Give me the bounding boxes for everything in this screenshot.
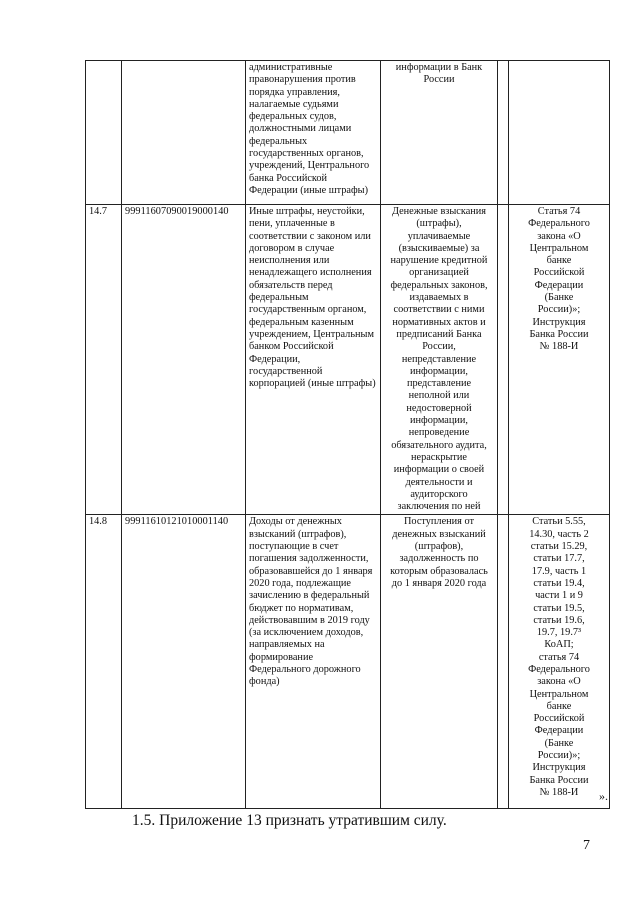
description-line: непроведение (408, 427, 470, 439)
budget-code-cell: 99911610121010001140 (122, 515, 246, 809)
legal-basis-line: 17.9, часть 1 (531, 565, 587, 577)
legal-basis-line: № 188-И (539, 341, 579, 353)
income-name-line: государственной (249, 365, 323, 377)
legal-basis-line: Российской (533, 713, 585, 725)
income-name-cell (246, 205, 381, 515)
income-name-line: направляемых на (249, 639, 325, 651)
description-line: федеральных законов, (390, 279, 488, 291)
legal-basis-line: Федерального (528, 218, 590, 230)
description-line: России, (422, 341, 456, 353)
row-number-cell: 14.8 (86, 515, 122, 809)
description-line: нарушение кредитной (390, 255, 488, 267)
income-name-line: федеральных судов, (249, 111, 337, 123)
legal-basis-line: Банка России (529, 774, 589, 786)
legal-basis-line: (Банке (544, 737, 574, 749)
legal-basis-line: 19.7, 19.7³ (536, 627, 582, 639)
legal-basis-line: 14.30, часть 2 (529, 528, 589, 540)
income-name-line: формирование (249, 651, 314, 663)
description-line: Поступления от (404, 516, 474, 528)
legal-basis-line: Центральном (529, 242, 589, 254)
legal-basis-line: (Банке (544, 292, 574, 304)
legal-basis-line: закона «О (537, 676, 581, 688)
income-name-line: налагаемые судьями (249, 98, 339, 110)
income-name-cell (246, 61, 381, 205)
legal-basis-line: закона «О (537, 230, 581, 242)
income-name-line: договором в случае (249, 242, 335, 254)
income-name-line: бюджет по нормативам, (249, 602, 354, 614)
table-row (86, 205, 610, 515)
income-name-line: порядка управления, (249, 86, 340, 98)
legal-basis-line: Федерального (528, 663, 590, 675)
income-name-line: государственных органов, (249, 148, 364, 160)
income-name-line: обязательств перед (249, 279, 333, 291)
description-line: издаваемых в (409, 292, 469, 304)
description-cell (381, 61, 498, 205)
income-name-line: образовавшейся до 1 января (249, 565, 373, 577)
resolution-paragraph: 1.5. Приложение 13 признать утратившим силу. (132, 812, 447, 829)
spacer-cell (498, 515, 509, 809)
legal-basis-line: Инструкция (532, 762, 586, 774)
legal-basis-line: части 1 и 9 (535, 590, 583, 602)
table-row (86, 61, 610, 205)
income-name-line: действовавшим в 2019 году (249, 614, 370, 626)
description-line: России (423, 74, 455, 86)
legal-basis-line: банке (546, 255, 572, 267)
income-name-line: неисполнения или (249, 255, 330, 267)
income-name-line: ненадлежащего исполнения (249, 267, 372, 279)
description-line: уплачиваемые (407, 230, 471, 242)
legal-basis-cell (509, 61, 610, 205)
income-name-line: Федерального дорожного (249, 663, 361, 675)
description-line: недостоверной (406, 402, 472, 414)
legal-basis-line: статьи 19.6, (533, 614, 585, 626)
table-row (86, 515, 610, 809)
appendix-table (85, 60, 610, 809)
row-number-cell: 14.7 (86, 205, 122, 515)
row-number-cell (86, 61, 122, 205)
income-name-line: Федерации (иные штрафы) (249, 184, 369, 196)
income-name-cell (246, 515, 381, 809)
budget-code-cell (122, 61, 246, 205)
income-name-line: соответствии с законом или (249, 230, 371, 242)
income-name-line: 2020 года, подлежащие (249, 577, 351, 589)
legal-basis-line: статьи 15.29, (530, 541, 588, 553)
legal-basis-line: Российской (533, 267, 585, 279)
income-name-line: погашения задолженности, (249, 553, 369, 565)
description-line: информации в Банк (395, 62, 483, 73)
legal-basis-line: № 188-И (539, 786, 579, 798)
income-name-line: корпорацией (иные штрафы) (249, 378, 376, 390)
description-line: информации о своей (393, 464, 485, 476)
income-name-line: (за исключением доходов, (249, 627, 364, 639)
income-name-line: Доходы от денежных (249, 516, 342, 528)
legal-basis-line: статьи 17.7, (533, 553, 585, 565)
legal-basis-line: КоАП; (544, 639, 574, 651)
income-name-line: федеральных (249, 135, 308, 147)
budget-code-cell: 99911607090019000140 (122, 205, 246, 515)
description-line: соответствии с ними (393, 304, 485, 316)
description-line: Денежные взыскания (391, 206, 487, 217)
description-line: неполной или (408, 390, 470, 402)
description-line: информации, (410, 415, 468, 427)
description-line: (взыскиваемые) за (398, 242, 480, 254)
income-name-line: правонарушения против (249, 74, 356, 86)
legal-basis-line: Инструкция (532, 316, 586, 328)
legal-basis-cell (509, 205, 610, 515)
income-name-line: Федерации, (249, 353, 301, 365)
description-line: нераскрытие (410, 451, 468, 463)
legal-basis-line: статьи 19.5, (533, 602, 585, 614)
income-name-line: федеральным казенным (249, 316, 354, 328)
description-line: информации, (410, 365, 468, 377)
description-line: денежных взысканий (392, 528, 486, 540)
income-name-line: фонда) (249, 676, 280, 688)
description-line: (штрафов), (414, 541, 464, 553)
description-cell (381, 515, 498, 809)
legal-basis-line: Статья 74 (537, 206, 581, 217)
income-name-line: должностными лицами (249, 123, 352, 135)
description-line: до 1 января 2020 года (391, 577, 487, 589)
income-name-line: государственным органом, (249, 304, 367, 316)
description-line: задолженность по (399, 553, 479, 565)
page-number: 7 (583, 838, 590, 853)
legal-basis-line: Центральном (529, 688, 589, 700)
description-line: представление (406, 378, 472, 390)
description-line: заключения по ней (397, 501, 481, 513)
legal-basis-line: Федерации (534, 279, 584, 291)
legal-basis-line: Банка России (529, 328, 589, 340)
legal-basis-line: статьи 19.4, (533, 577, 585, 589)
description-line: организацией (409, 267, 469, 279)
legal-basis-cell (509, 515, 610, 809)
description-line: аудиторского (410, 488, 468, 500)
income-name-line: зачислению в федеральный (249, 590, 370, 602)
legal-basis-line: банке (546, 700, 572, 712)
legal-basis-line: России)»; (537, 304, 581, 316)
legal-basis-line: Федерации (534, 725, 584, 737)
description-line: которым образовалась (390, 565, 488, 577)
description-cell (381, 205, 498, 515)
description-line: обязательного аудита, (391, 439, 487, 451)
description-line: предписаний Банка (396, 328, 482, 340)
legal-basis-line: Статьи 5.55, (532, 516, 586, 528)
description-line: деятельности и (405, 476, 473, 488)
income-name-line: банка Российской (249, 172, 328, 184)
description-line: непредставление (401, 353, 477, 365)
spacer-cell (498, 61, 509, 205)
legal-basis-line: России)»; (537, 750, 581, 762)
closing-quote-mark: ». (599, 789, 608, 803)
description-line: нормативных актов и (392, 316, 486, 328)
spacer-cell (498, 205, 509, 515)
income-name-line: федеральным (249, 292, 309, 304)
income-name-line: учреждений, Центрального (249, 160, 370, 172)
income-name-line: взысканий (штрафов), (249, 528, 347, 540)
income-name-line: банком Российской (249, 341, 334, 353)
income-name-line: поступающие в счет (249, 541, 339, 553)
income-name-line: учреждением, Центральным (249, 328, 374, 340)
income-name-line: административные (249, 62, 333, 73)
description-line: (штрафы), (416, 218, 462, 230)
income-name-line: Иные штрафы, неустойки, (249, 206, 365, 217)
income-name-line: пени, уплаченные в (249, 218, 335, 230)
legal-basis-line: статья 74 (538, 651, 580, 663)
